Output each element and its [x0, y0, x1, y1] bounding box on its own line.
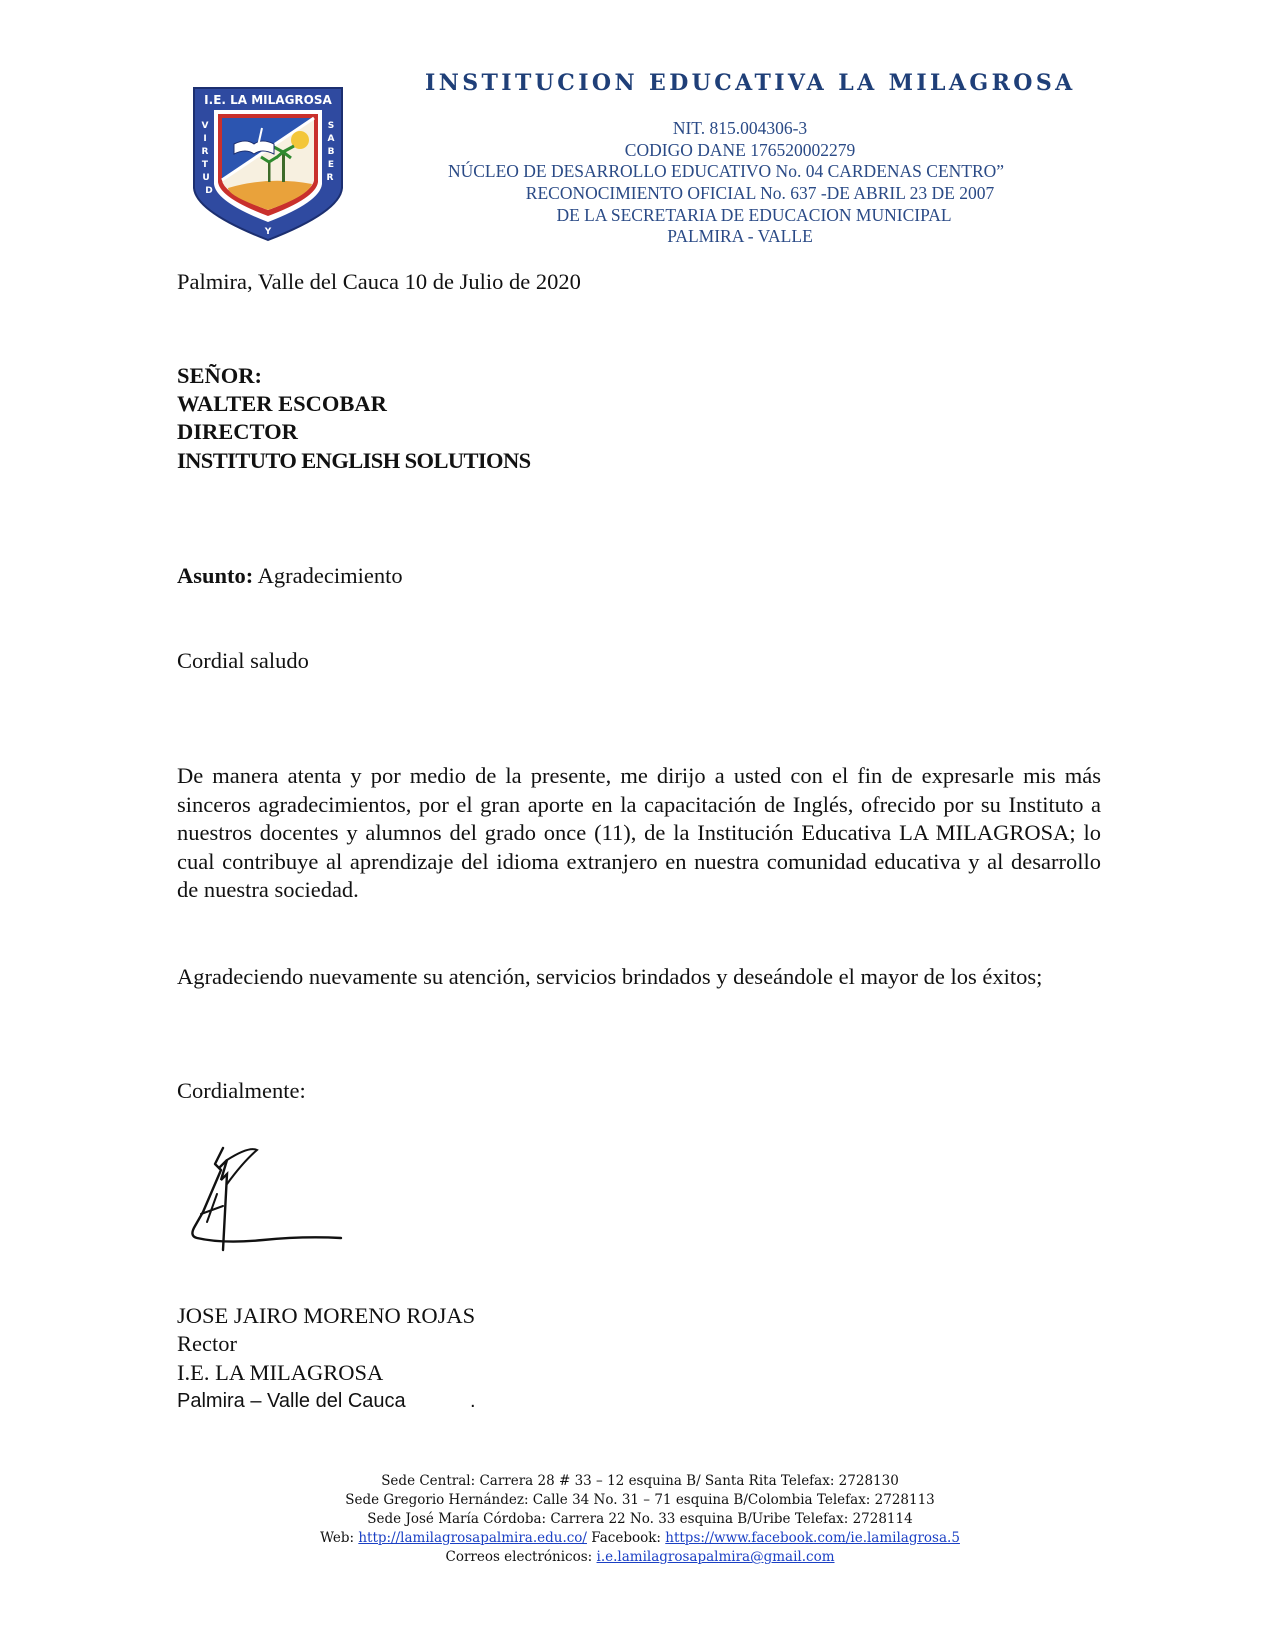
footer-sede-jose: Sede José María Córdoba: Carrera 22 No. 33 esquina B/Uribe Telefax: 2728114 [367, 1511, 913, 1527]
header-ciudad: PALMIRA - VALLE [667, 226, 813, 246]
signer-title: Rector [177, 1331, 237, 1356]
logo-letter: U [202, 173, 210, 183]
subject-label: Asunto: [177, 563, 254, 588]
signer-city: Palmira – Valle del Cauca [177, 1390, 406, 1412]
logo-letter: T [201, 160, 209, 170]
logo-letter: R [201, 147, 209, 157]
date-line: Palmira, Valle del Cauca 10 de Julio de 2020 [177, 269, 581, 294]
school-shield-logo [188, 84, 348, 244]
body-paragraph: Agradeciendo nuevamente su atención, servicios brindados y deseándole el mayor de los éxitos; [177, 964, 1043, 989]
website-link[interactable]: http://lamilagrosapalmira.edu.co/ [358, 1530, 587, 1546]
header-nucleo: NÚCLEO DE DESARROLLO EDUCATIVO No. 04 CARDENAS CENTRO” [447, 161, 1005, 181]
closing: Cordialmente: [177, 1078, 306, 1103]
recipient-name: WALTER ESCOBAR [177, 391, 387, 416]
header-nit: NIT. 815.004306-3 [672, 118, 808, 138]
signer-trailing-mark: . [470, 1390, 476, 1412]
body-paragraph: De manera atenta y por medio de la presente, me dirijo a usted con el fin de expresarle mis más sinceros agradecimientos, por el gran aporte en la capacitación de Inglés, ofrecido por su Instituto a nuestros docentes y alumnos del grado once (11), de la Institución Educativa LA MILAGROSA; lo cual contribuye al aprendizaje del idioma extranjero en nuestra comunidad educativa y al desarrollo de nuestra sociedad. [177, 763, 1101, 902]
logo-letter: S [327, 121, 335, 131]
footer-web-label: Web: [320, 1530, 355, 1546]
logo-letter: B [327, 147, 335, 157]
logo-letter: R [326, 173, 334, 183]
footer-sede-central: Sede Central: Carrera 28 # 33 – 12 esquina B/ Santa Rita Telefax: 2728130 [381, 1473, 899, 1489]
logo-letter: I [203, 134, 207, 144]
facebook-link[interactable]: https://www.facebook.com/ie.lamilagrosa.5 [665, 1530, 960, 1546]
logo-letter: V [201, 121, 209, 131]
subject-line [177, 563, 403, 589]
footer-sede-gregorio: Sede Gregorio Hernández: Calle 34 No. 31 – 71 esquina B/Colombia Telefax: 2728113 [345, 1492, 935, 1508]
logo-label: I.E. LA MILAGROSA [204, 93, 332, 107]
logo-letter: E [327, 160, 335, 170]
footer-email-line [240, 1549, 1040, 1565]
header-dane: CODIGO DANE 176520002279 [624, 140, 856, 160]
footer-email-label: Correos electrónicos: [445, 1549, 593, 1565]
header-secretaria: DE LA SECRETARIA DE EDUCACION MUNICIPAL [556, 205, 952, 225]
recipient-organization: INSTITUTO ENGLISH SOLUTIONS [177, 448, 531, 473]
logo-letter: A [327, 134, 335, 144]
signature-image [183, 1140, 353, 1255]
logo-letter: Y [264, 227, 272, 237]
footer-web-line [240, 1530, 1040, 1546]
subject-value: Agradecimiento [257, 563, 403, 588]
recipient-position: DIRECTOR [177, 419, 298, 444]
logo-letter: D [205, 186, 213, 196]
recipient-salutation: SEÑOR: [177, 363, 263, 388]
footer-facebook-label: Facebook: [591, 1530, 661, 1546]
signer-name: JOSE JAIRO MORENO ROJAS [177, 1303, 476, 1328]
email-link[interactable]: i.e.lamilagrosapalmira@gmail.com [596, 1549, 835, 1565]
header-reconocimiento: RECONOCIMIENTO OFICIAL No. 637 -DE ABRIL 23 DE 2007 [525, 183, 995, 203]
institution-title: INSTITUCION EDUCATIVA LA MILAGROSA [425, 70, 1076, 96]
greeting: Cordial saludo [177, 648, 309, 673]
signer-institution: I.E. LA MILAGROSA [177, 1360, 384, 1385]
